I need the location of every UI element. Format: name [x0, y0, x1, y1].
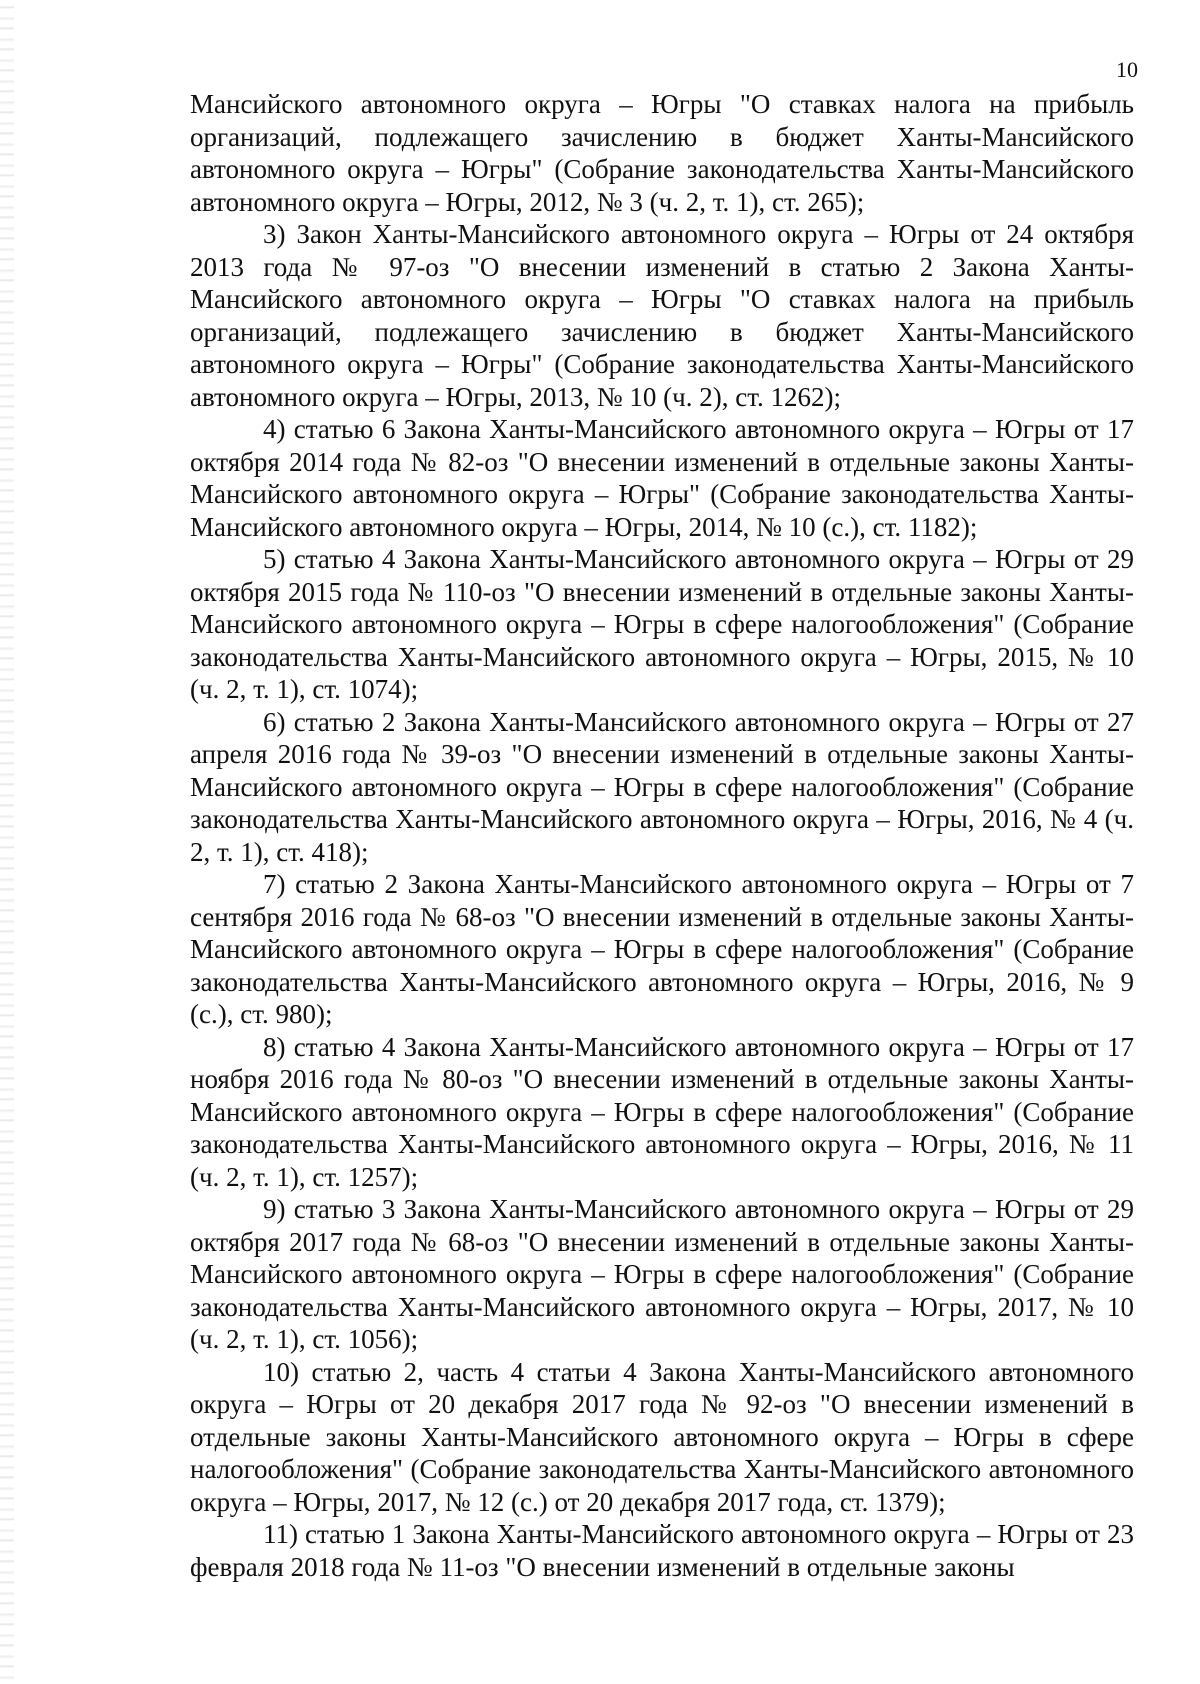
paragraph-item-9: 9) статью 3 Закона Ханты-Мансийского автономного округа – Югры от 29 октября 2017 года № 68-оз "О внесении изменений в отдельные законы Ханты-Мансийского автономного округа – Югры в сфере налогообложения" (Собрание законодательства Ханты-Мансийского автономного округа – Югры, 2017, № 10 (ч. 2, т. 1), ст. 1056);: [190, 1194, 1134, 1354]
paragraph-continuation: Мансийского автономного округа – Югры "О ставках налога на прибыль организаций, подлежащего зачислению в бюджет Ханты-Мансийского автономного округа – Югры" (Собрание законодательства Ханты-Мансийского автономного округа – Югры, 2012, № 3 (ч. 2, т. 1), ст. 265);: [190, 89, 1134, 217]
paragraph-item-7: 7) статью 2 Закона Ханты-Мансийского автономного округа – Югры от 7 сентября 2016 года № 68-оз "О внесении изменений в отдельные законы Ханты-Мансийского автономного округа – Югры в сфере налогообложения" (Собрание законодательства Ханты-Мансийского автономного округа – Югры, 2016, № 9 (с.), ст. 980);: [190, 869, 1134, 1029]
paragraph-item-5: 5) статью 4 Закона Ханты-Мансийского автономного округа – Югры от 29 октября 2015 года № 110-оз "О внесении изменений в отдельные законы Ханты-Мансийского автономного округа – Югры в сфере налогообложения" (Собрание законодательства Ханты-Мансийского автономного округа – Югры, 2015, № 10 (ч. 2, т. 1), ст. 1074);: [190, 544, 1134, 704]
paragraph-item-3: 3) Закон Ханты-Мансийского автономного округа – Югры от 24 октября 2013 года № 97-оз "О внесении изменений в статью 2 Закона Ханты-Мансийского автономного округа – Югры "О ставках налога на прибыль организаций, подлежащего зачислению в бюджет Ханты-Мансийского автономного округа – Югры" (Собрание законодательства Ханты-Мансийского автономного округа – Югры, 2013, № 10 (ч. 2), ст. 1262);: [190, 219, 1134, 412]
paragraph-item-8: 8) статью 4 Закона Ханты-Мансийского автономного округа – Югры от 17 ноября 2016 года № 80-оз "О внесении изменений в отдельные законы Ханты-Мансийского автономного округа – Югры в сфере налогообложения" (Собрание законодательства Ханты-Мансийского автономного округа – Югры, 2016, № 11 (ч. 2, т. 1), ст. 1257);: [190, 1031, 1134, 1192]
page-number: 10: [1116, 57, 1138, 82]
scan-edge-artifact: [0, 0, 14, 1684]
paragraph-item-10: 10) статью 2, часть 4 статьи 4 Закона Ханты-Мансийского автономного округа – Югры от 20 декабря 2017 года № 92-оз "О внесении изменений в отдельные законы Ханты-Мансийского автономного округа – Югры в сфере налогообложения" (Собрание законодательства Ханты-Мансийского автономного округа – Югры, 2017, № 12 (с.) от 20 декабря 2017 года, ст. 1379);: [190, 1356, 1134, 1517]
document-body: [190, 88, 1134, 1583]
paragraph-item-6: 6) статью 2 Закона Ханты-Мансийского автономного округа – Югры от 27 апреля 2016 года № 39-оз "О внесении изменений в отдельные законы Ханты-Мансийского автономного округа – Югры в сфере налогообложения" (Собрание законодательства Ханты-Мансийского автономного округа – Югры, 2016, № 4 (ч. 2, т. 1), ст. 418);: [190, 706, 1134, 867]
paragraph-item-4: 4) статью 6 Закона Ханты-Мансийского автономного округа – Югры от 17 октября 2014 года № 82-оз "О внесении изменений в отдельные законы Ханты-Мансийского автономного округа – Югры" (Собрание законодательства Ханты-Мансийского автономного округа – Югры, 2014, № 10 (с.), ст. 1182);: [190, 414, 1134, 542]
paragraph-item-11: 11) статью 1 Закона Ханты-Мансийского автономного округа – Югры от 23 февраля 2018 года № 11-оз "О внесении изменений в отдельные законы: [190, 1519, 1134, 1582]
